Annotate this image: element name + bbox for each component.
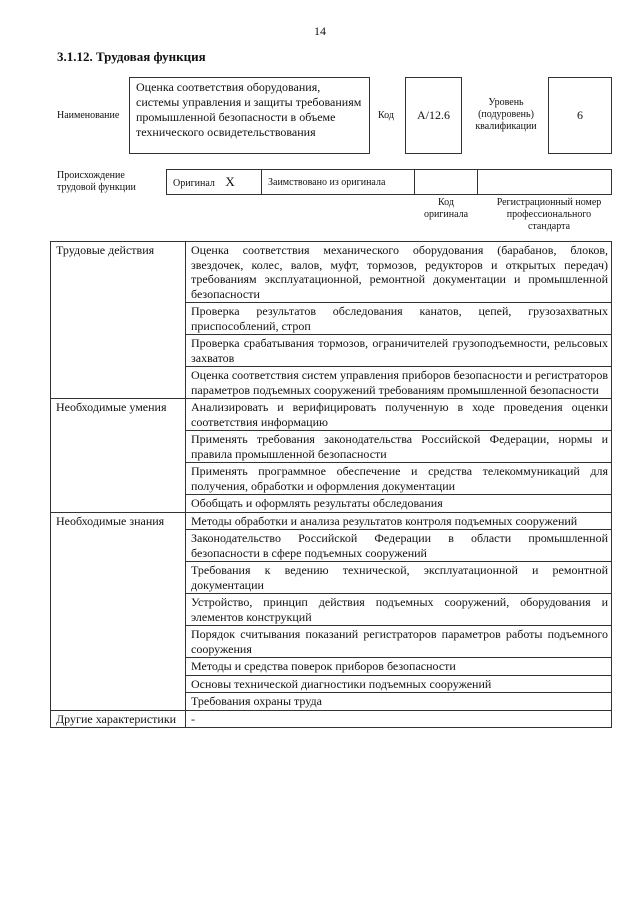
item-cell: Оценка соответствия систем управления приборов безопасности и регистраторов параметров подъемных сооружений требованиям промышленной безопасности: [186, 367, 612, 399]
category-cell: [51, 303, 186, 335]
reg-number-cell: [478, 170, 612, 195]
table-row: [51, 562, 612, 594]
category-cell: [51, 530, 186, 562]
table-row: [51, 594, 612, 626]
table-row: [51, 495, 612, 513]
category-cell: [51, 431, 186, 463]
function-table: [50, 241, 612, 728]
table-row: [51, 335, 612, 367]
table-row: [51, 242, 612, 303]
table-row: [51, 399, 612, 431]
item-cell: Методы обработки и анализа результатов контроля подъемных сооружений: [186, 512, 612, 530]
category-cell: [51, 594, 186, 626]
origin-code-cell: [415, 170, 478, 195]
section-title: 3.1.12. Трудовая функция: [57, 49, 206, 64]
category-cell: [51, 367, 186, 399]
table-row: [51, 303, 612, 335]
table-row: [51, 367, 612, 399]
item-cell: Проверка результатов обследования канатов, цепей, грузозахватных приспособлений, строп: [186, 303, 612, 335]
item-cell: Применять требования законодательства Российской Федерации, нормы и правила промышленной безопасности: [186, 431, 612, 463]
table-row: [51, 463, 612, 495]
table-row: [51, 710, 612, 728]
level-label: Уровень (подуровень) квалификации: [475, 97, 537, 132]
category-cell: [51, 658, 186, 676]
table-row: [51, 512, 612, 530]
name-label: Наименование: [57, 110, 120, 121]
item-cell: Требования к ведению технической, эксплуатационной и ремонтной документации: [186, 562, 612, 594]
table-row: [51, 693, 612, 711]
category-cell: [51, 626, 186, 658]
origin-table: [166, 169, 612, 195]
table-row: [51, 658, 612, 676]
page-number: 14: [314, 24, 326, 38]
code-caption: Код оригинала: [423, 197, 469, 220]
original-cell: [167, 170, 262, 195]
item-cell: Применять программное обеспечение и средства телекоммуникаций для получения, обработки и оформления документации: [186, 463, 612, 495]
item-cell: Устройство, принцип действия подъемных сооружений, оборудования и элементов конструкций: [186, 594, 612, 626]
reg-caption: Регистрационный номер профессионального стандарта: [496, 197, 602, 232]
category-cell: [51, 693, 186, 711]
item-cell: Законодательство Российской Федерации в области промышленной безопасности в сфере подъемных сооружений: [186, 530, 612, 562]
item-cell: Требования охраны труда: [186, 693, 612, 711]
origin-label: Происхождение трудовой функции: [57, 170, 136, 193]
table-row: [51, 626, 612, 658]
item-cell: Анализировать и верифицировать полученную в ходе проведения оценки соответствия информацию: [186, 399, 612, 431]
category-cell: Необходимые знания: [51, 512, 186, 530]
category-cell: [51, 463, 186, 495]
original-mark: X: [225, 174, 235, 189]
table-row: [51, 675, 612, 693]
item-cell: Основы технической диагностики подъемных сооружений: [186, 675, 612, 693]
category-cell: [51, 335, 186, 367]
function-name-box: Оценка соответствия оборудования, системы управления и защиты требованиям промышленной безопасности в объеме технического освидетельствования: [129, 77, 370, 154]
category-cell: [51, 675, 186, 693]
table-row: [51, 530, 612, 562]
category-cell: [51, 495, 186, 513]
item-cell: Методы и средства поверок приборов безопасности: [186, 658, 612, 676]
item-cell: Обобщать и оформлять результаты обследования: [186, 495, 612, 513]
borrowed-cell: Заимствовано из оригинала: [262, 170, 415, 195]
original-label: Оригинал: [173, 178, 215, 189]
code-value-box: A/12.6: [405, 77, 462, 154]
code-label: Код: [378, 110, 394, 121]
item-cell: Порядок считывания показаний регистраторов параметров работы подъемного сооружения: [186, 626, 612, 658]
item-cell: -: [186, 710, 612, 728]
category-cell: Необходимые умения: [51, 399, 186, 431]
category-cell: Трудовые действия: [51, 242, 186, 303]
level-value-box: 6: [548, 77, 612, 154]
table-row: [51, 431, 612, 463]
item-cell: Оценка соответствия механического оборудования (барабанов, блоков, звездочек, колес, валов, муфт, тормозов, редукторов и открытых передач) требованиям эксплуатационной, ремонтной документации и промышленной безопасности: [186, 242, 612, 303]
category-cell: [51, 562, 186, 594]
category-cell: Другие характеристики: [51, 710, 186, 728]
item-cell: Проверка срабатывания тормозов, ограничителей грузоподъемности, рельсовых захватов: [186, 335, 612, 367]
